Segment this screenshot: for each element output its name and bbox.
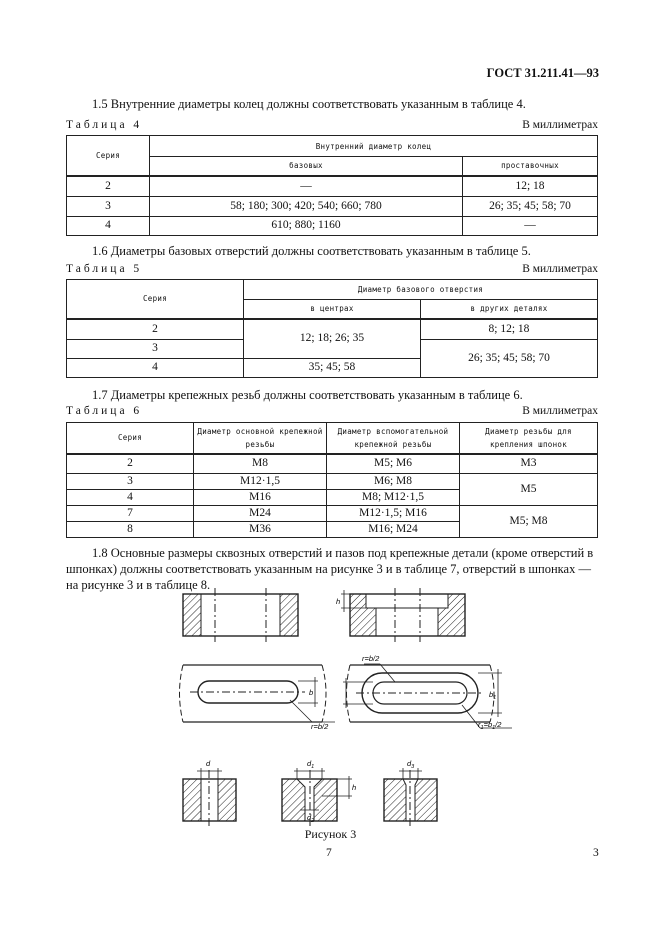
dim-b-label: b <box>309 688 314 697</box>
table-cell: 3 <box>67 339 244 358</box>
table-cell: M36 <box>194 521 327 537</box>
table-cell: 8; 12; 18 <box>421 319 598 340</box>
table-header: Серия <box>67 423 194 454</box>
table-cell: 4 <box>67 358 244 377</box>
paragraph-1-8: 1.8 Основные размеры сквозных отверстий и пазов под крепежные детали (кроме отверстий в шпонках) должны соответствовать указанным на рисунке 3 и в таблице 7, отверстий в шпонках — на рисунке 3 и в таблице 8. <box>66 546 594 592</box>
table-row <box>67 505 598 521</box>
table-cell: M24 <box>194 505 327 521</box>
page-number-right: 3 <box>593 847 599 859</box>
radius-r1-subscript: 1 <box>480 725 484 731</box>
table-row <box>67 196 598 216</box>
table-cell: M5; M6 <box>327 454 460 474</box>
table-cell: M8 <box>194 454 327 474</box>
table-cell: — <box>463 216 598 235</box>
dim-b1-subscript: 1 <box>493 695 497 701</box>
table-cell: 3 <box>67 473 194 489</box>
table-6-caption: Таблица 6 <box>66 405 143 417</box>
table-cell: M6; M8 <box>327 473 460 489</box>
table-4-caption: Таблица 4 <box>66 119 143 131</box>
slot-plan-drawing <box>180 665 336 731</box>
table-4-unit: В миллиметрах <box>522 119 598 131</box>
dim-d1-label <box>307 759 314 770</box>
table-5 <box>66 279 598 378</box>
radius-r1-eq: =b <box>483 720 493 729</box>
radius-r1-b-subscript: 1 <box>492 725 496 731</box>
dim-d-label: d <box>206 759 211 768</box>
table-cell: 7 <box>67 505 194 521</box>
paragraph-1-7: 1.7 Диаметры крепежных резьб должны соответствовать указанным в таблице 6. <box>92 388 523 402</box>
radius-label-2: r=b/2 <box>362 654 380 663</box>
document-header: ГОСТ 31.211.41—93 <box>486 66 599 80</box>
table-row <box>67 216 598 235</box>
table-cell: 12; 18; 26; 35 <box>244 319 421 359</box>
countersink-hole-drawing <box>384 759 437 828</box>
table-6-unit: В миллиметрах <box>522 405 598 417</box>
page-number-center: 7 <box>326 847 332 859</box>
dim-h-top-label: h <box>336 597 341 606</box>
table-5-caption: Таблица 5 <box>66 263 143 275</box>
dim-h-bottom-label: h <box>352 783 357 792</box>
table-header: Внутренний диаметр колец <box>150 136 598 157</box>
paragraph-1-5: 1.5 Внутренние диаметры колец должны соответствовать указанным в таблице 4. <box>92 97 526 111</box>
table-header: в других деталях <box>421 300 598 319</box>
figure-3-caption: Рисунок 3 <box>304 827 357 841</box>
dim-d1-subscript: 1 <box>311 764 315 770</box>
table-cell: 2 <box>67 176 150 197</box>
paragraph-1-6: 1.6 Диаметры базовых отверстий должны соответствовать указанным в таблице 5. <box>92 244 531 258</box>
table-cell: 12; 18 <box>463 176 598 197</box>
dim-d3-subscript: 3 <box>411 764 415 770</box>
table-cell: 35; 45; 58 <box>244 358 421 377</box>
table-header: Диаметр резьбы для крепления шпонок <box>460 423 598 454</box>
radius-r1-end: /2 <box>495 720 502 729</box>
radius-label-1: r=b/2 <box>311 722 329 731</box>
dim-b1-label <box>489 690 496 701</box>
table-cell: 2 <box>67 319 244 340</box>
table-cell: 4 <box>67 489 194 505</box>
table-cell: — <box>150 176 463 197</box>
table-cell: 3 <box>67 196 150 216</box>
table-cell: M8; M12·1,5 <box>327 489 460 505</box>
table-header: проставочных <box>463 157 598 176</box>
counterbore-hole-drawing <box>282 759 356 828</box>
table-header: Серия <box>67 280 244 319</box>
table-row <box>67 454 598 474</box>
through-hole-drawing <box>183 759 236 828</box>
counterbore-section-drawing <box>336 588 465 642</box>
table-cell: M12·1,5; M16 <box>327 505 460 521</box>
table-4 <box>66 135 598 236</box>
table-cell: 8 <box>67 521 194 537</box>
table-row <box>67 473 598 489</box>
table-cell: M5; M8 <box>460 505 598 537</box>
table-header: Диаметр базового отверстия <box>244 280 598 300</box>
dim-d2-letter: d <box>307 813 312 822</box>
table-header: Диаметр основной крепежной резьбы <box>194 423 327 454</box>
table-row <box>67 176 598 197</box>
dim-d2-subscript: 2 <box>311 818 315 824</box>
table-5-unit: В миллиметрах <box>522 263 598 275</box>
radius-r1-letter: r <box>478 720 481 729</box>
ring-section-drawing <box>183 588 298 642</box>
table-cell: M3 <box>460 454 598 474</box>
table-cell: M5 <box>460 473 598 505</box>
table-header: Серия <box>67 136 150 176</box>
table-cell: 4 <box>67 216 150 235</box>
dim-d2-label <box>307 813 314 824</box>
dim-b1-letter: b <box>489 690 494 699</box>
counterbore-slot-plan-drawing <box>343 654 512 731</box>
figure-3-drawing <box>0 585 661 835</box>
table-row <box>67 319 598 340</box>
table-cell: M12·1,5 <box>194 473 327 489</box>
table-6 <box>66 422 598 538</box>
table-cell: 2 <box>67 454 194 474</box>
table-cell: M16 <box>194 489 327 505</box>
table-cell: 26; 35; 45; 58; 70 <box>421 339 598 377</box>
table-header: базовых <box>150 157 463 176</box>
table-cell: 26; 35; 45; 58; 70 <box>463 196 598 216</box>
table-cell: 610; 880; 1160 <box>150 216 463 235</box>
table-header: в центрах <box>244 300 421 319</box>
table-cell: 58; 180; 300; 420; 540; 660; 780 <box>150 196 463 216</box>
table-cell: M16; M24 <box>327 521 460 537</box>
dim-d3-letter: d <box>407 759 412 768</box>
dim-d1-letter: d <box>307 759 312 768</box>
dim-d3-label <box>407 759 415 770</box>
table-header: Диаметр вспомогательной крепежной резьбы <box>327 423 460 454</box>
